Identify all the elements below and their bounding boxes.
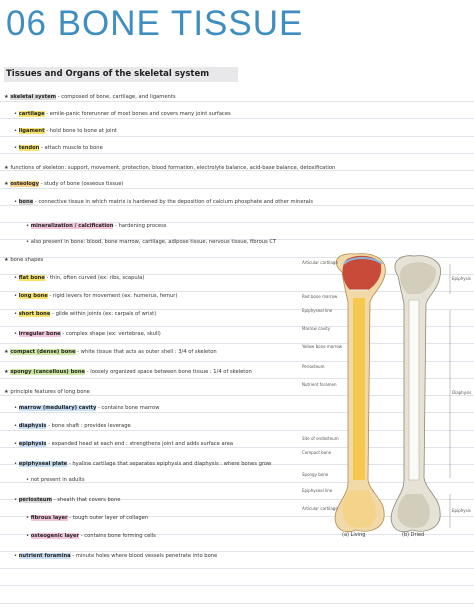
note-line	[26, 476, 85, 484]
note-text: bone shapes	[10, 257, 44, 263]
note-term: tendon	[18, 145, 40, 151]
bullet-icon: •	[14, 111, 19, 117]
label-diaphysis: Diaphysis	[452, 390, 472, 395]
note-text: also present in bone: blood, bone marrow, cartilage, adipose tissue, nervous tissue, fibrous CT	[30, 239, 277, 245]
note-text: functions of skeleton: support, movement, protection, blood formation, electrolyte balance, acid-base balance, detoxification	[10, 165, 336, 171]
ruled-line	[0, 153, 474, 154]
bullet-icon: •	[14, 293, 19, 299]
ruled-line	[0, 568, 474, 569]
note-term: ligament	[18, 128, 45, 134]
label-compact-bone: Compact bone	[302, 450, 332, 455]
note-line	[14, 422, 131, 430]
bullet-icon: •	[14, 145, 19, 151]
note-text: - hold bone to bone at joint	[44, 128, 117, 134]
page-title: 06 BONE TISSUE	[6, 4, 304, 43]
note-line	[4, 388, 90, 396]
note-text: - study of bone (osseous tissue)	[38, 181, 124, 187]
bullet-icon: ★	[4, 165, 11, 171]
note-line	[4, 93, 176, 101]
label-epiphyseal-line: Epiphyseal line	[302, 308, 333, 313]
label-red-bone-marrow: Red bone marrow	[302, 294, 338, 299]
note-line	[26, 514, 148, 522]
note-line	[4, 256, 43, 264]
ruled-line	[0, 101, 474, 102]
bullet-icon: •	[14, 275, 19, 281]
note-text: - connective tissue in which matrix is hardened by the deposition of calcium phosphate and other minerals	[33, 199, 313, 205]
note-text: not present in adults	[30, 477, 85, 483]
note-line	[4, 368, 252, 376]
note-text: - hyaline cartilage that separates epiphysis and diaphysis : where bones grow	[67, 461, 272, 467]
long-bone-figure	[300, 250, 474, 550]
note-term: long bone	[18, 293, 48, 299]
note-text: - expanded head at each end : strengthens joint and adds surface area	[46, 441, 234, 447]
note-text: principle features of long bone	[10, 389, 90, 395]
note-term: mineralization / calcification	[30, 223, 114, 229]
note-line	[26, 238, 276, 246]
bullet-icon: ★	[4, 349, 11, 355]
note-term: short bone	[18, 311, 51, 317]
note-text: - white tissue that acts as outer shell : 3/4 of skeleton	[75, 349, 217, 355]
bullet-icon: ★	[4, 257, 11, 263]
note-text: - sheath that covers bone	[52, 497, 121, 503]
note-line	[14, 460, 271, 468]
section-heading: Tissues and Organs of the skeletal system	[4, 67, 238, 82]
living-bone	[335, 254, 385, 532]
ruled-line	[0, 585, 474, 586]
bullet-icon: ★	[4, 94, 11, 100]
note-line	[14, 144, 103, 152]
note-text: - hardening process	[113, 223, 167, 229]
note-term: diaphysis	[18, 423, 47, 429]
label-articular-cartilage-lower: Articular cartilage	[302, 506, 338, 511]
note-text: - tough outer layer of collagen	[67, 515, 149, 521]
note-line	[14, 496, 120, 504]
bullet-icon: •	[26, 239, 31, 245]
note-line	[26, 532, 156, 540]
bullet-icon: ★	[4, 389, 11, 395]
note-term: fibrous layer	[30, 515, 68, 521]
bullet-icon: •	[14, 331, 19, 337]
note-line	[14, 292, 177, 300]
note-term: compact (dense) bone	[10, 349, 76, 355]
note-term: epiphysis	[18, 441, 47, 447]
label-periosteum: Periosteum	[302, 364, 325, 369]
note-text: - emile-panic forerunner of most bones and covers many joint surfaces	[44, 111, 231, 117]
note-text: - bone shaft : provides leverage	[46, 423, 131, 429]
note-term: osteology	[10, 181, 39, 187]
note-line	[26, 222, 166, 230]
bullet-icon: •	[14, 423, 19, 429]
note-text: - composed of bone, cartilage, and ligaments	[56, 94, 176, 100]
note-text: - contains bone forming cells	[79, 533, 156, 539]
note-term: spongy (cancellous) bone	[10, 369, 86, 375]
note-text: - rigid levers for movement (ex: humerus, femur)	[47, 293, 178, 299]
label-epiphyseal-line-lower: Epiphyseal line	[302, 488, 333, 493]
note-line	[4, 164, 335, 172]
bullet-icon: •	[14, 405, 19, 411]
note-line	[14, 552, 217, 560]
bullet-icon: •	[26, 477, 31, 483]
note-line	[14, 110, 231, 118]
note-text: - minute holes where blood vessels penetrate into bone	[70, 553, 218, 559]
bullet-icon: •	[26, 533, 31, 539]
bullet-icon: •	[14, 128, 19, 134]
label-yellow-bone-marrow: Yellow bone marrow	[302, 344, 343, 349]
label-epiphysis-top: Epiphysis	[452, 276, 471, 281]
note-line	[14, 274, 144, 282]
label-spongy-bone: Spongy bone	[302, 472, 329, 477]
label-articular-cartilage: Articular cartilage	[302, 260, 338, 265]
ruled-line	[0, 118, 474, 119]
bullet-icon: •	[14, 311, 19, 317]
note-line	[4, 180, 123, 188]
bullet-icon: •	[26, 515, 31, 521]
bullet-icon: ★	[4, 181, 11, 187]
caption-dried: (b) Dried	[402, 532, 425, 538]
bullet-icon: •	[14, 497, 19, 503]
ruled-line	[0, 603, 474, 604]
bullet-icon: •	[14, 461, 19, 467]
note-line	[14, 310, 156, 318]
note-text: - contains bone marrow	[96, 405, 160, 411]
note-term: periosteum	[18, 497, 53, 503]
bullet-icon: •	[14, 441, 19, 447]
note-term: marrow (medullary) cavity	[18, 405, 97, 411]
label-site-of-endosteum: Site of endosteum	[302, 436, 339, 441]
note-line	[14, 440, 233, 448]
bullet-icon: •	[14, 199, 19, 205]
note-line	[14, 127, 117, 135]
note-text: - glide within joints (ex: carpals of wrist)	[50, 311, 157, 317]
ruled-line	[0, 136, 474, 137]
bullet-icon: •	[14, 553, 19, 559]
caption-living: (a) Living	[342, 532, 366, 538]
note-term: skeletal system	[10, 94, 57, 100]
note-line	[14, 198, 313, 206]
bullet-icon: ★	[4, 369, 11, 375]
note-line	[14, 404, 159, 412]
bullet-icon: •	[26, 223, 31, 229]
dried-bone	[391, 256, 441, 532]
note-term: irregular bone	[18, 331, 61, 337]
note-term: cartilage	[18, 111, 45, 117]
label-marrow-cavity: Marrow cavity	[302, 326, 331, 331]
note-term: nutrient foramina	[18, 553, 71, 559]
label-nutrient-foramen: Nutrient foramen	[302, 382, 337, 387]
note-text: - complex shape (ex: vertebrae, skull)	[60, 331, 161, 337]
note-line	[4, 348, 217, 356]
note-text: - loosely organized space between bone tissue : 1/4 of skeleton	[85, 369, 252, 375]
note-text: - attach muscle to bone	[39, 145, 103, 151]
ruled-line	[0, 188, 474, 189]
note-term: osteogenic layer	[30, 533, 80, 539]
note-term: bone	[18, 199, 34, 205]
note-term: epiphyseal plate	[18, 461, 68, 467]
note-text: - thin, often curved (ex: ribs, scapula)	[44, 275, 145, 281]
label-epiphysis-bottom: Epiphysis	[452, 508, 471, 513]
note-line	[14, 330, 161, 338]
note-term: flat bone	[18, 275, 45, 281]
